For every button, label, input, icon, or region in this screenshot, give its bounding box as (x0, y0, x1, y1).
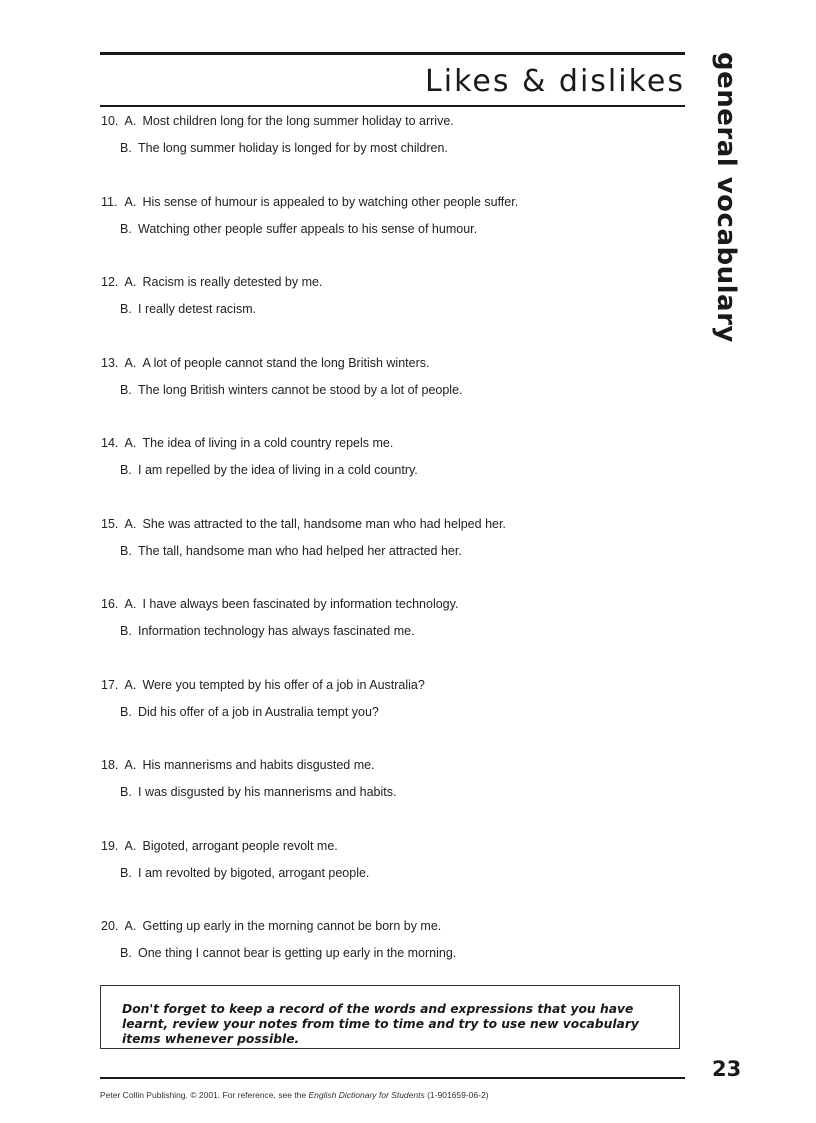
sentence-a (101, 837, 338, 855)
exercise-item (100, 191, 690, 272)
item-number: 17. (101, 677, 119, 692)
item-number: 10. (101, 114, 119, 128)
sentence-b (120, 139, 448, 157)
page-title: Likes & dislikes (425, 64, 685, 99)
bottom-rule (100, 1077, 685, 1079)
option-letter-b: B. (120, 865, 132, 880)
sentence-b-text: I am revolted by bigoted, arrogant people. (138, 865, 370, 880)
sentence-a-text: Were you tempted by his offer of a job in Australia? (142, 677, 425, 692)
option-letter-b: B. (120, 785, 132, 799)
option-letter-b: B. (120, 302, 132, 316)
exercise-item (100, 915, 690, 996)
option-letter-a: A. (124, 838, 137, 853)
footer (100, 1090, 489, 1100)
sentence-a-text: Racism is really detested by me. (142, 275, 323, 289)
sentence-a-text: I have always been fascinated by information technology. (142, 597, 459, 611)
sentence-a (101, 273, 322, 291)
sentence-a (101, 112, 454, 130)
sentence-a-text: Bigoted, arrogant people revolt me. (142, 838, 338, 853)
option-letter-b: B. (120, 463, 132, 477)
item-number: 18. (101, 758, 119, 772)
sentence-b (120, 944, 456, 962)
sentence-b-text: The long British winters cannot be stood by a lot of people. (138, 382, 463, 397)
reminder-box (100, 985, 680, 1049)
footer-prefix: Peter Collin Publishing. © 2001. For reference, see the (100, 1090, 309, 1100)
sentence-b (120, 703, 379, 721)
sentence-a-text: His mannerisms and habits disgusted me. (142, 758, 375, 772)
sentence-a-text: His sense of humour is appealed to by watching other people suffer. (142, 194, 519, 209)
sentence-a (101, 595, 458, 613)
sentence-b (120, 622, 415, 640)
option-letter-b: B. (120, 221, 132, 236)
exercise-item (100, 432, 690, 513)
item-number: 15. (101, 516, 119, 531)
item-number: 12. (101, 275, 119, 289)
footer-suffix: (1-901659-06-2) (424, 1090, 489, 1100)
sentence-a (101, 515, 506, 533)
sentence-b (120, 220, 477, 238)
sentence-b (120, 864, 369, 882)
sentence-a-text: She was attracted to the tall, handsome man who had helped her. (142, 516, 506, 531)
item-number: 14. (101, 436, 119, 450)
sentence-a (101, 756, 375, 774)
option-letter-a: A. (124, 436, 137, 450)
option-letter-a: A. (124, 597, 137, 611)
item-number: 11. (101, 194, 118, 209)
sentence-b-text: The tall, handsome man who had helped her attracted her. (138, 543, 462, 558)
option-letter-a: A. (124, 919, 137, 933)
footer-book-title: English Dictionary for Students (308, 1090, 425, 1100)
option-letter-a: A. (124, 355, 137, 370)
top-rule (100, 52, 685, 55)
sentence-b-text: Information technology has always fascinated me. (138, 624, 415, 638)
item-number: 16. (101, 597, 119, 611)
option-letter-a: A. (124, 275, 137, 289)
sentence-a-text: Most children long for the long summer holiday to arrive. (142, 114, 454, 128)
sentence-b-text: I really detest racism. (138, 302, 257, 316)
exercise-item (100, 835, 690, 916)
item-number: 20. (101, 919, 119, 933)
option-letter-b: B. (120, 624, 132, 638)
option-letter-b: B. (120, 141, 132, 155)
sentence-a (101, 434, 393, 452)
sentence-b-text: I was disgusted by his mannerisms and habits. (138, 785, 397, 799)
sentence-b (120, 461, 418, 479)
option-letter-a: A. (124, 516, 137, 531)
exercise-item (100, 513, 690, 594)
item-number: 19. (101, 838, 119, 853)
exercise-item (100, 352, 690, 433)
sentence-b (120, 783, 396, 801)
sentence-a-text: A lot of people cannot stand the long British winters. (142, 355, 430, 370)
sentence-a-text: The idea of living in a cold country repels me. (142, 436, 394, 450)
sentence-a (101, 354, 429, 372)
exercise-item (100, 674, 690, 755)
exercise-item (100, 271, 690, 352)
sentence-b (120, 381, 463, 399)
sentence-b-text: I am repelled by the idea of living in a cold country. (138, 463, 418, 477)
page-number: 23 (712, 1057, 742, 1081)
reminder-text: Don't forget to keep a record of the words and expressions that you have learnt, review your notes from time to time and try to use new vocabulary items whenever possible. (122, 1002, 639, 1046)
sentence-b (120, 542, 462, 560)
item-number: 13. (101, 355, 119, 370)
option-letter-a: A. (124, 758, 137, 772)
exercise-list (100, 110, 690, 996)
option-letter-a: A. (124, 194, 137, 209)
option-letter-b: B. (120, 704, 132, 719)
option-letter-a: A. (124, 114, 137, 128)
sentence-b-text: Watching other people suffer appeals to his sense of humour. (138, 221, 478, 236)
sentence-a (101, 676, 425, 694)
sentence-a (101, 193, 518, 211)
exercise-item (100, 593, 690, 674)
sentence-b-text: One thing I cannot bear is getting up early in the morning. (138, 946, 457, 960)
option-letter-b: B. (120, 543, 132, 558)
sentence-b-text: The long summer holiday is longed for by most children. (138, 141, 448, 155)
sentence-b (120, 300, 256, 318)
option-letter-b: B. (120, 946, 132, 960)
option-letter-b: B. (120, 382, 132, 397)
section-label: general vocabulary (711, 52, 741, 343)
sentence-a-text: Getting up early in the morning cannot be born by me. (142, 919, 442, 933)
sentence-b-text: Did his offer of a job in Australia tempt you? (138, 704, 379, 719)
exercise-item (100, 110, 690, 191)
exercise-item (100, 754, 690, 835)
title-rule (100, 105, 685, 107)
sentence-a (101, 917, 441, 935)
option-letter-a: A. (124, 677, 137, 692)
